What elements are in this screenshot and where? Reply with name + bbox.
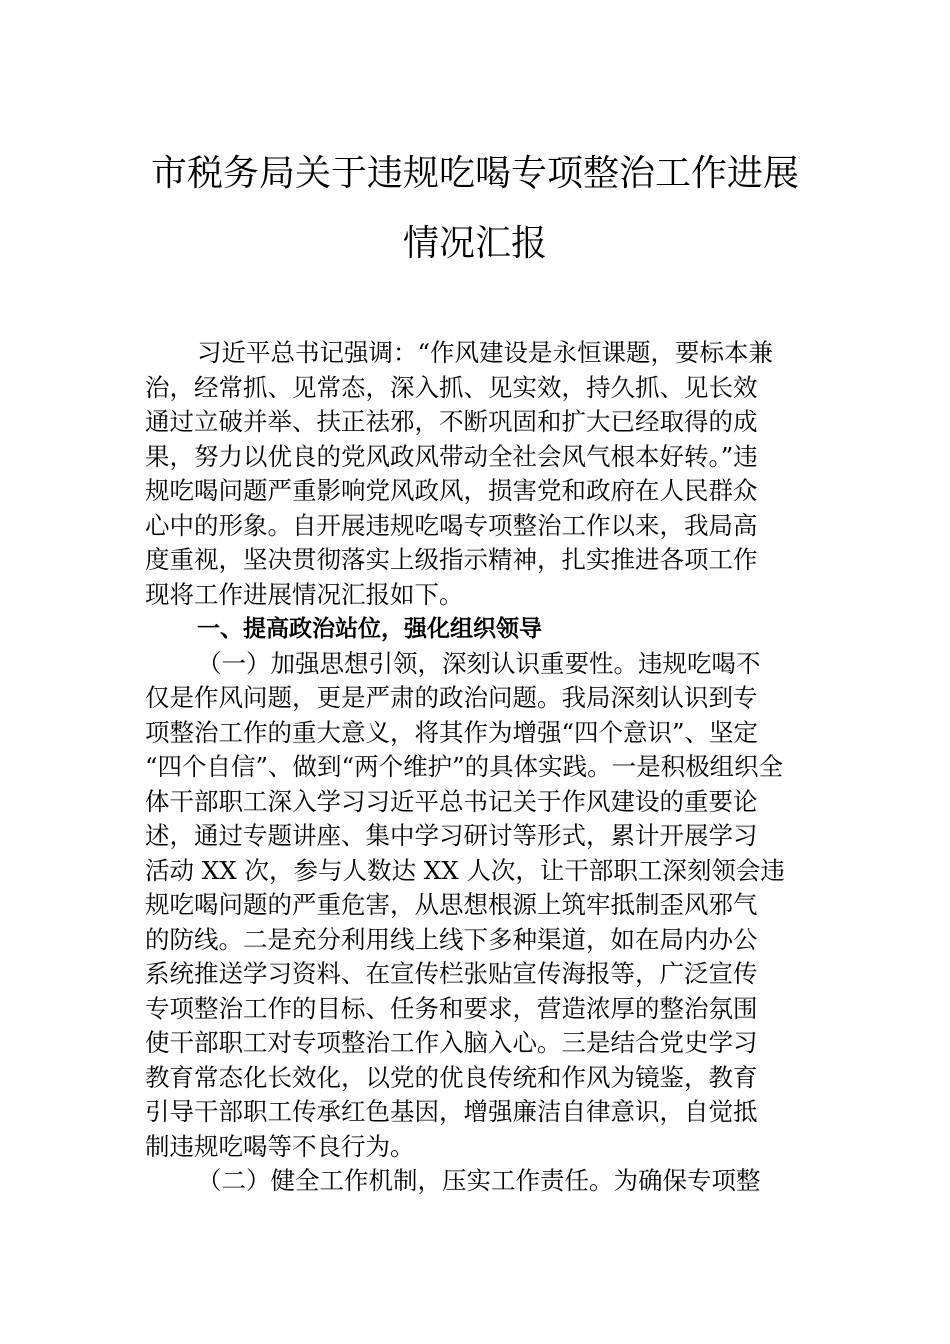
- paragraph-line: 果，努力以优良的党风政风带动全社会风气根本好转。”违: [145, 441, 758, 471]
- paragraph-line: 专项整治工作的目标、任务和要求，营造浓厚的整治氛围: [145, 993, 758, 1023]
- paragraph-line: 活动 XX 次，参与人数达 XX 人次，让干部职工深刻领会违: [145, 855, 785, 885]
- paragraph-line: 规吃喝问题严重影响党风政风，损害党和政府在人民群众: [145, 476, 758, 505]
- paragraph-line: 系统推送学习资料、在宣传栏张贴宣传海报等，广泛宣传: [145, 959, 758, 988]
- paragraph-line: 心中的形象。自开展违规吃喝专项整治工作以来，我局高: [145, 510, 758, 540]
- paragraph-line: 教育常态化长效化，以党的优良传统和作风为镜鉴，教育: [145, 1062, 758, 1092]
- paragraph-line: 规吃喝问题的严重危害，从思想根源上筑牢抵制歪风邪气: [145, 890, 758, 919]
- paragraph-line: 通过立破并举、扶正祛邪，不断巩固和扩大已经取得的成: [145, 407, 758, 436]
- paragraph-line: 制违规吃喝等不良行为。: [145, 1131, 415, 1161]
- document-body: [145, 336, 807, 1199]
- paragraph-line: 的防线。二是充分利用线上线下多种渠道，如在局内办公: [145, 924, 758, 954]
- paragraph-line: 仅是作风问题，更是严肃的政治问题。我局深刻认识到专: [145, 683, 758, 712]
- paragraph-line: 述，通过专题讲座、集中学习研讨等形式，累计开展学习: [145, 821, 758, 850]
- section-heading: 一、提高政治站位，强化组织领导: [197, 616, 542, 642]
- document-title-line-2: 情况汇报: [402, 223, 547, 264]
- paragraph-line: 度重视，坚决贯彻落实上级指示精神，扎实推进各项工作: [145, 545, 758, 574]
- paragraph-line: 现将工作进展情况汇报如下。: [145, 579, 464, 609]
- subsection-line: （一）加强思想引领，深刻认识重要性。违规吃喝不: [197, 648, 761, 678]
- subsection-line: （二）健全工作机制，压实工作责任。为确保专项整: [197, 1166, 761, 1195]
- paragraph-line: 治，经常抓、见常态，深入抓、见实效，持久抓、见长效: [145, 372, 758, 402]
- paragraph-line: 体干部职工深入学习习近平总书记关于作风建设的重要论: [145, 786, 758, 816]
- paragraph-line: 引导干部职工传承红色基因，增强廉洁自律意识，自觉抵: [145, 1097, 758, 1126]
- paragraph-line: 习近平总书记强调：“作风建设是永恒课题，要标本兼: [197, 338, 774, 367]
- paragraph-line: 使干部职工对专项整治工作入脑入心。三是结合党史学习: [145, 1028, 758, 1057]
- document-title-line-1: 市税务局关于违规吃喝专项整治工作进展: [150, 153, 799, 194]
- paragraph-line: “四个自信”、做到“两个维护”的具体实践。一是积极组织全: [145, 752, 784, 781]
- paragraph-line: 项整治工作的重大意义，将其作为增强“四个意识”、坚定: [145, 717, 759, 747]
